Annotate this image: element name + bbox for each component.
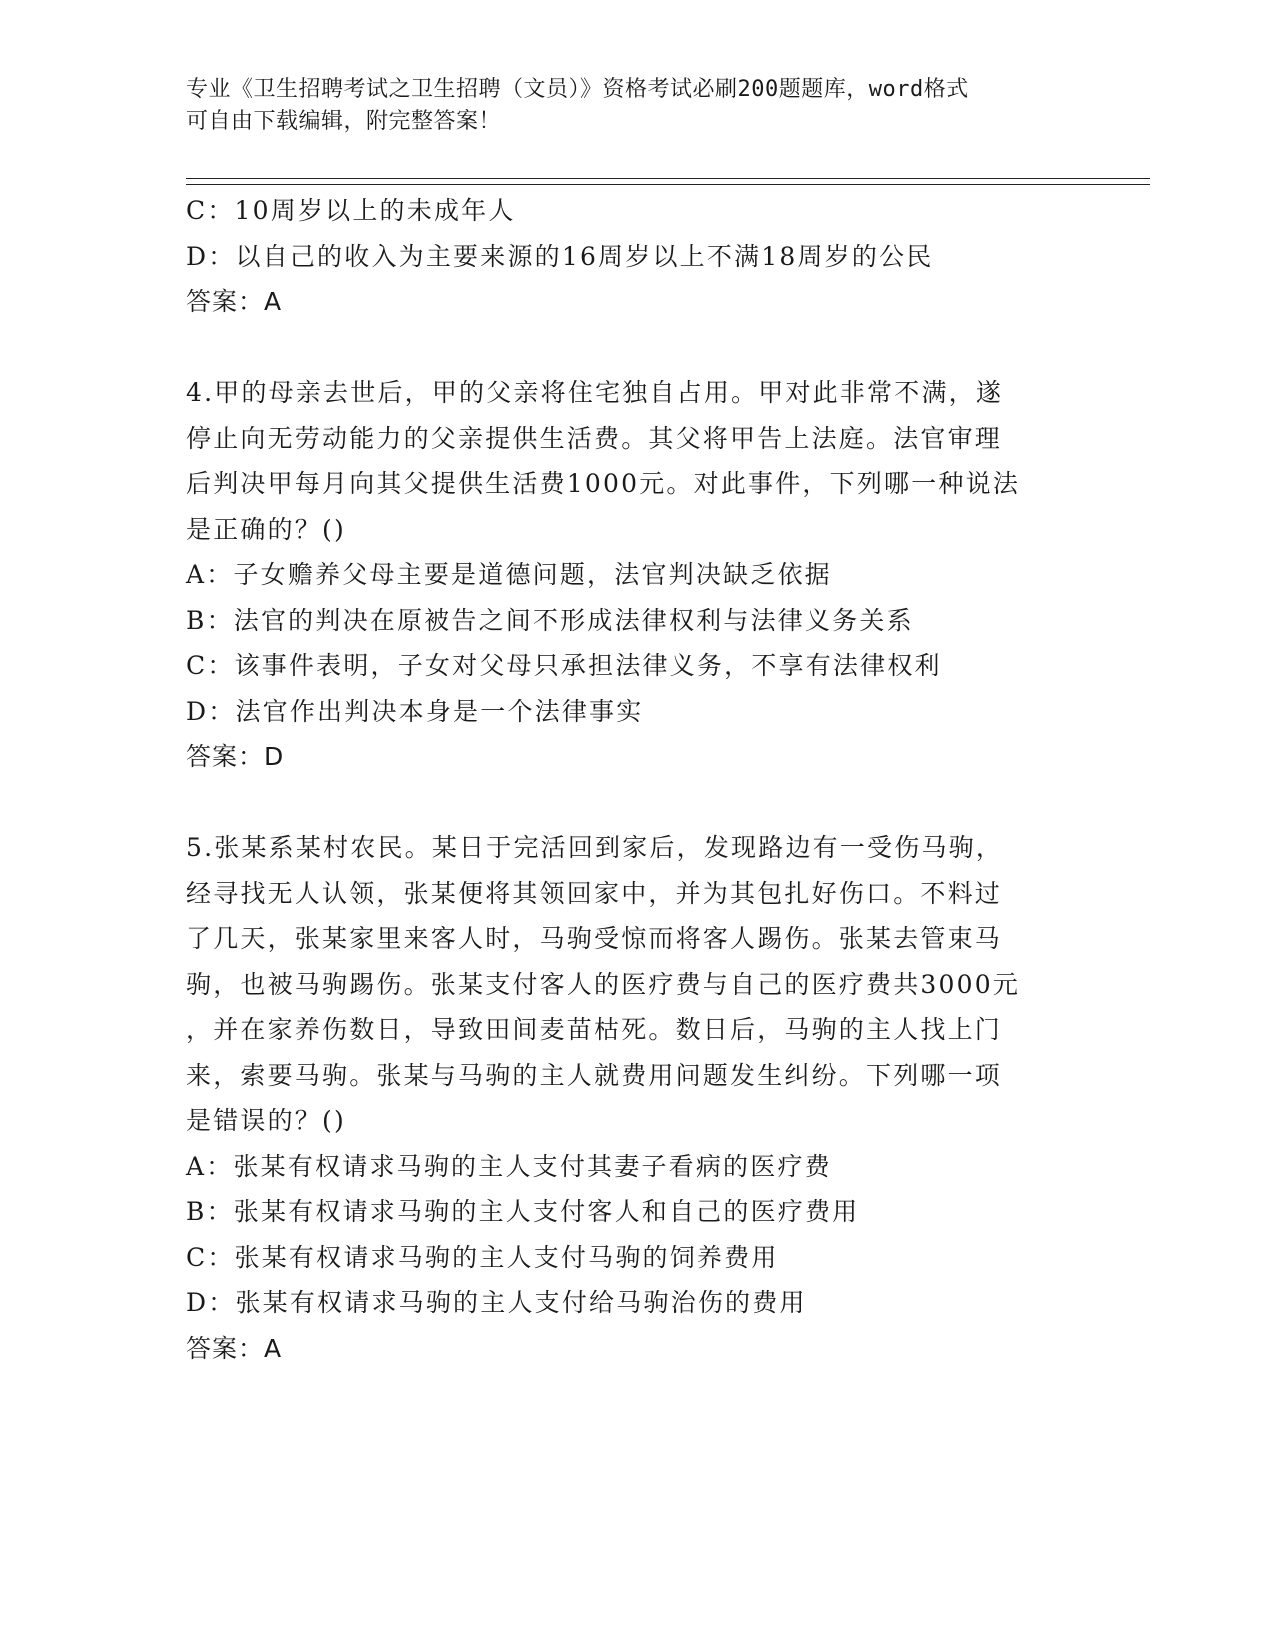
- question-stem-line: 后判决甲每月向其父提供生活费1000元。对此事件，下列哪一种说法: [186, 469, 1021, 498]
- document-body: [186, 188, 1086, 1371]
- question-stem-line: 5.张某系某村农民。某日于完活回到家后，发现路边有一受伤马驹，: [186, 833, 1004, 862]
- question-stem-line: 停止向无劳动能力的父亲提供生活费。其父将甲告上法庭。法官审理: [186, 423, 1003, 453]
- option-d: D：以自己的收入为主要来源的16周岁以上不满18周岁的公民: [186, 241, 934, 271]
- option-b: B：法官的判决在原被告之间不形成法律权利与法律义务关系: [186, 605, 914, 635]
- option-a: A：子女赡养父母主要是道德问题，法官判决缺乏依据: [186, 560, 832, 589]
- header-line-1: 专业《卫生招聘考试之卫生招聘（文员）》资格考试必刷200题题库，word格式: [186, 77, 969, 102]
- header-divider-bottom: [186, 184, 1150, 185]
- option-c: C：张某有权请求马驹的主人支付马驹的饲养费用: [186, 1242, 779, 1272]
- question-stem-line: 是正确的？(): [186, 514, 346, 544]
- question-stem-line: 了几天，张某家里来客人时，马驹受惊而将客人踢伤。张某去管束马: [186, 924, 1003, 953]
- spacer: [186, 325, 1086, 371]
- answer-text: 答案：A: [186, 287, 283, 316]
- question-block-4: [186, 370, 1086, 780]
- question-stem-line: 来，索要马驹。张某与马驹的主人就费用问题发生纠纷。下列哪一项: [186, 1060, 1003, 1090]
- question-stem-line: 驹，也被马驹踢伤。张某支付客人的医疗费与自己的医疗费共3000元: [186, 969, 1021, 999]
- document-header: [186, 74, 1066, 138]
- question-block-3: [186, 188, 1086, 325]
- question-stem-line: 经寻找无人认领，张某便将其领回家中，并为其包扎好伤口。不料过: [186, 878, 1003, 908]
- header-divider-top: [186, 178, 1150, 179]
- option-a: A：张某有权请求马驹的主人支付其妻子看病的医疗费: [186, 1151, 832, 1181]
- header-line-2: 可自由下载编辑，附完整答案！: [186, 109, 502, 134]
- option-b: B：张某有权请求马驹的主人支付客人和自己的医疗费用: [186, 1197, 860, 1226]
- question-stem-line: 是错误的？(): [186, 1106, 346, 1135]
- question-stem-line: ，并在家养伤数日，导致田间麦苗枯死。数日后，马驹的主人找上门: [186, 1015, 1003, 1044]
- option-c: C：10周岁以上的未成年人: [186, 196, 516, 225]
- answer-text: 答案：A: [186, 1333, 283, 1363]
- spacer: [186, 780, 1086, 826]
- question-block-5: [186, 825, 1086, 1371]
- answer-text: 答案：D: [186, 742, 285, 771]
- option-d: D：法官作出判决本身是一个法律事实: [186, 696, 644, 726]
- question-stem-line: 4.甲的母亲去世后，甲的父亲将住宅独自占用。甲对此非常不满，遂: [186, 378, 1004, 407]
- option-d: D：张某有权请求马驹的主人支付给马驹治伤的费用: [186, 1288, 807, 1317]
- option-c: C：该事件表明，子女对父母只承担法律义务，不享有法律权利: [186, 651, 942, 680]
